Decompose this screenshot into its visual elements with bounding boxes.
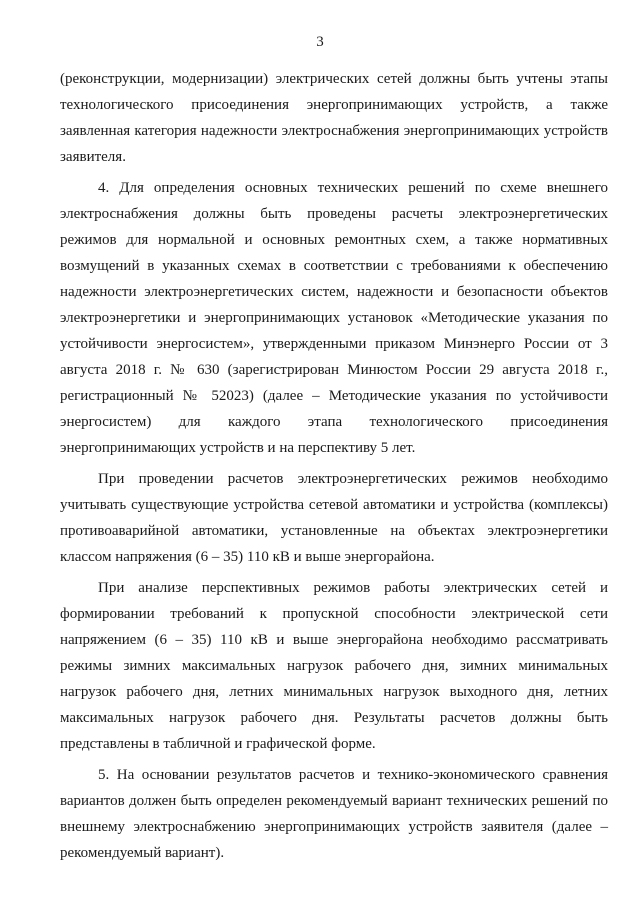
paragraph-item-5: 5. На основании результатов расчетов и технико-экономического сравнения вариантов должен быть определен рекомендуемый вариант технических решений по внешнему электроснабжению энергопринимающих устройств заявителя (далее – рекомендуемый вариант). — [60, 767, 608, 861]
page-number: 3 — [316, 34, 324, 50]
paragraph-item-4: 4. Для определения основных технических решений по схеме внешнего электроснабжения должны быть проведены расчеты электроэнергетических режимов для нормальной и основных ремонтных схем, а также нормативных возмущений в указанных схемах в соответствии с требованиями к обеспечению надежности электроэнергетических систем, надежности и безопасности объектов электроэнергетики и энергопринимающих установок «Методические указания по устойчивости энергосистем», утвержденными приказом Минэнерго России от 3 августа 2018 г. № 630 (зарегистрирован Минюстом России 29 августа 2018 г., регистрационный № 52023) (далее – Методические указания по устойчивости энергосистем) для каждого этапа технологического присоединения энергопринимающих устройств и на перспективу 5 лет. — [60, 180, 608, 456]
paragraph-calculation-conditions: При проведении расчетов электроэнергетических режимов необходимо учитывать существующие устройства сетевой автоматики и устройства (комплексы) противоаварийной автоматики, установленные на объектах электроэнергетики классом напряжения (6 – 35) 110 кВ и выше энергорайона. — [60, 471, 608, 565]
paragraph-regime-analysis: При анализе перспективных режимов работы электрических сетей и формировании требований к пропускной способности электрической сети напряжением (6 – 35) 110 кВ и выше энергорайона необходимо рассматривать режимы зимних максимальных нагрузок рабочего дня, зимних минимальных нагрузок рабочего дня, летних минимальных нагрузок выходного дня, летних максимальных нагрузок рабочего дня. Результаты расчетов должны быть представлены в табличной и графической форме. — [60, 580, 608, 752]
paragraph-continuation: (реконструкции, модернизации) электрических сетей должны быть учтены этапы технологического присоединения энергопринимающих устройств, а также заявленная категория надежности электроснабжения энергопринимающих устройств заявителя. — [60, 71, 608, 165]
document-body — [60, 66, 608, 866]
